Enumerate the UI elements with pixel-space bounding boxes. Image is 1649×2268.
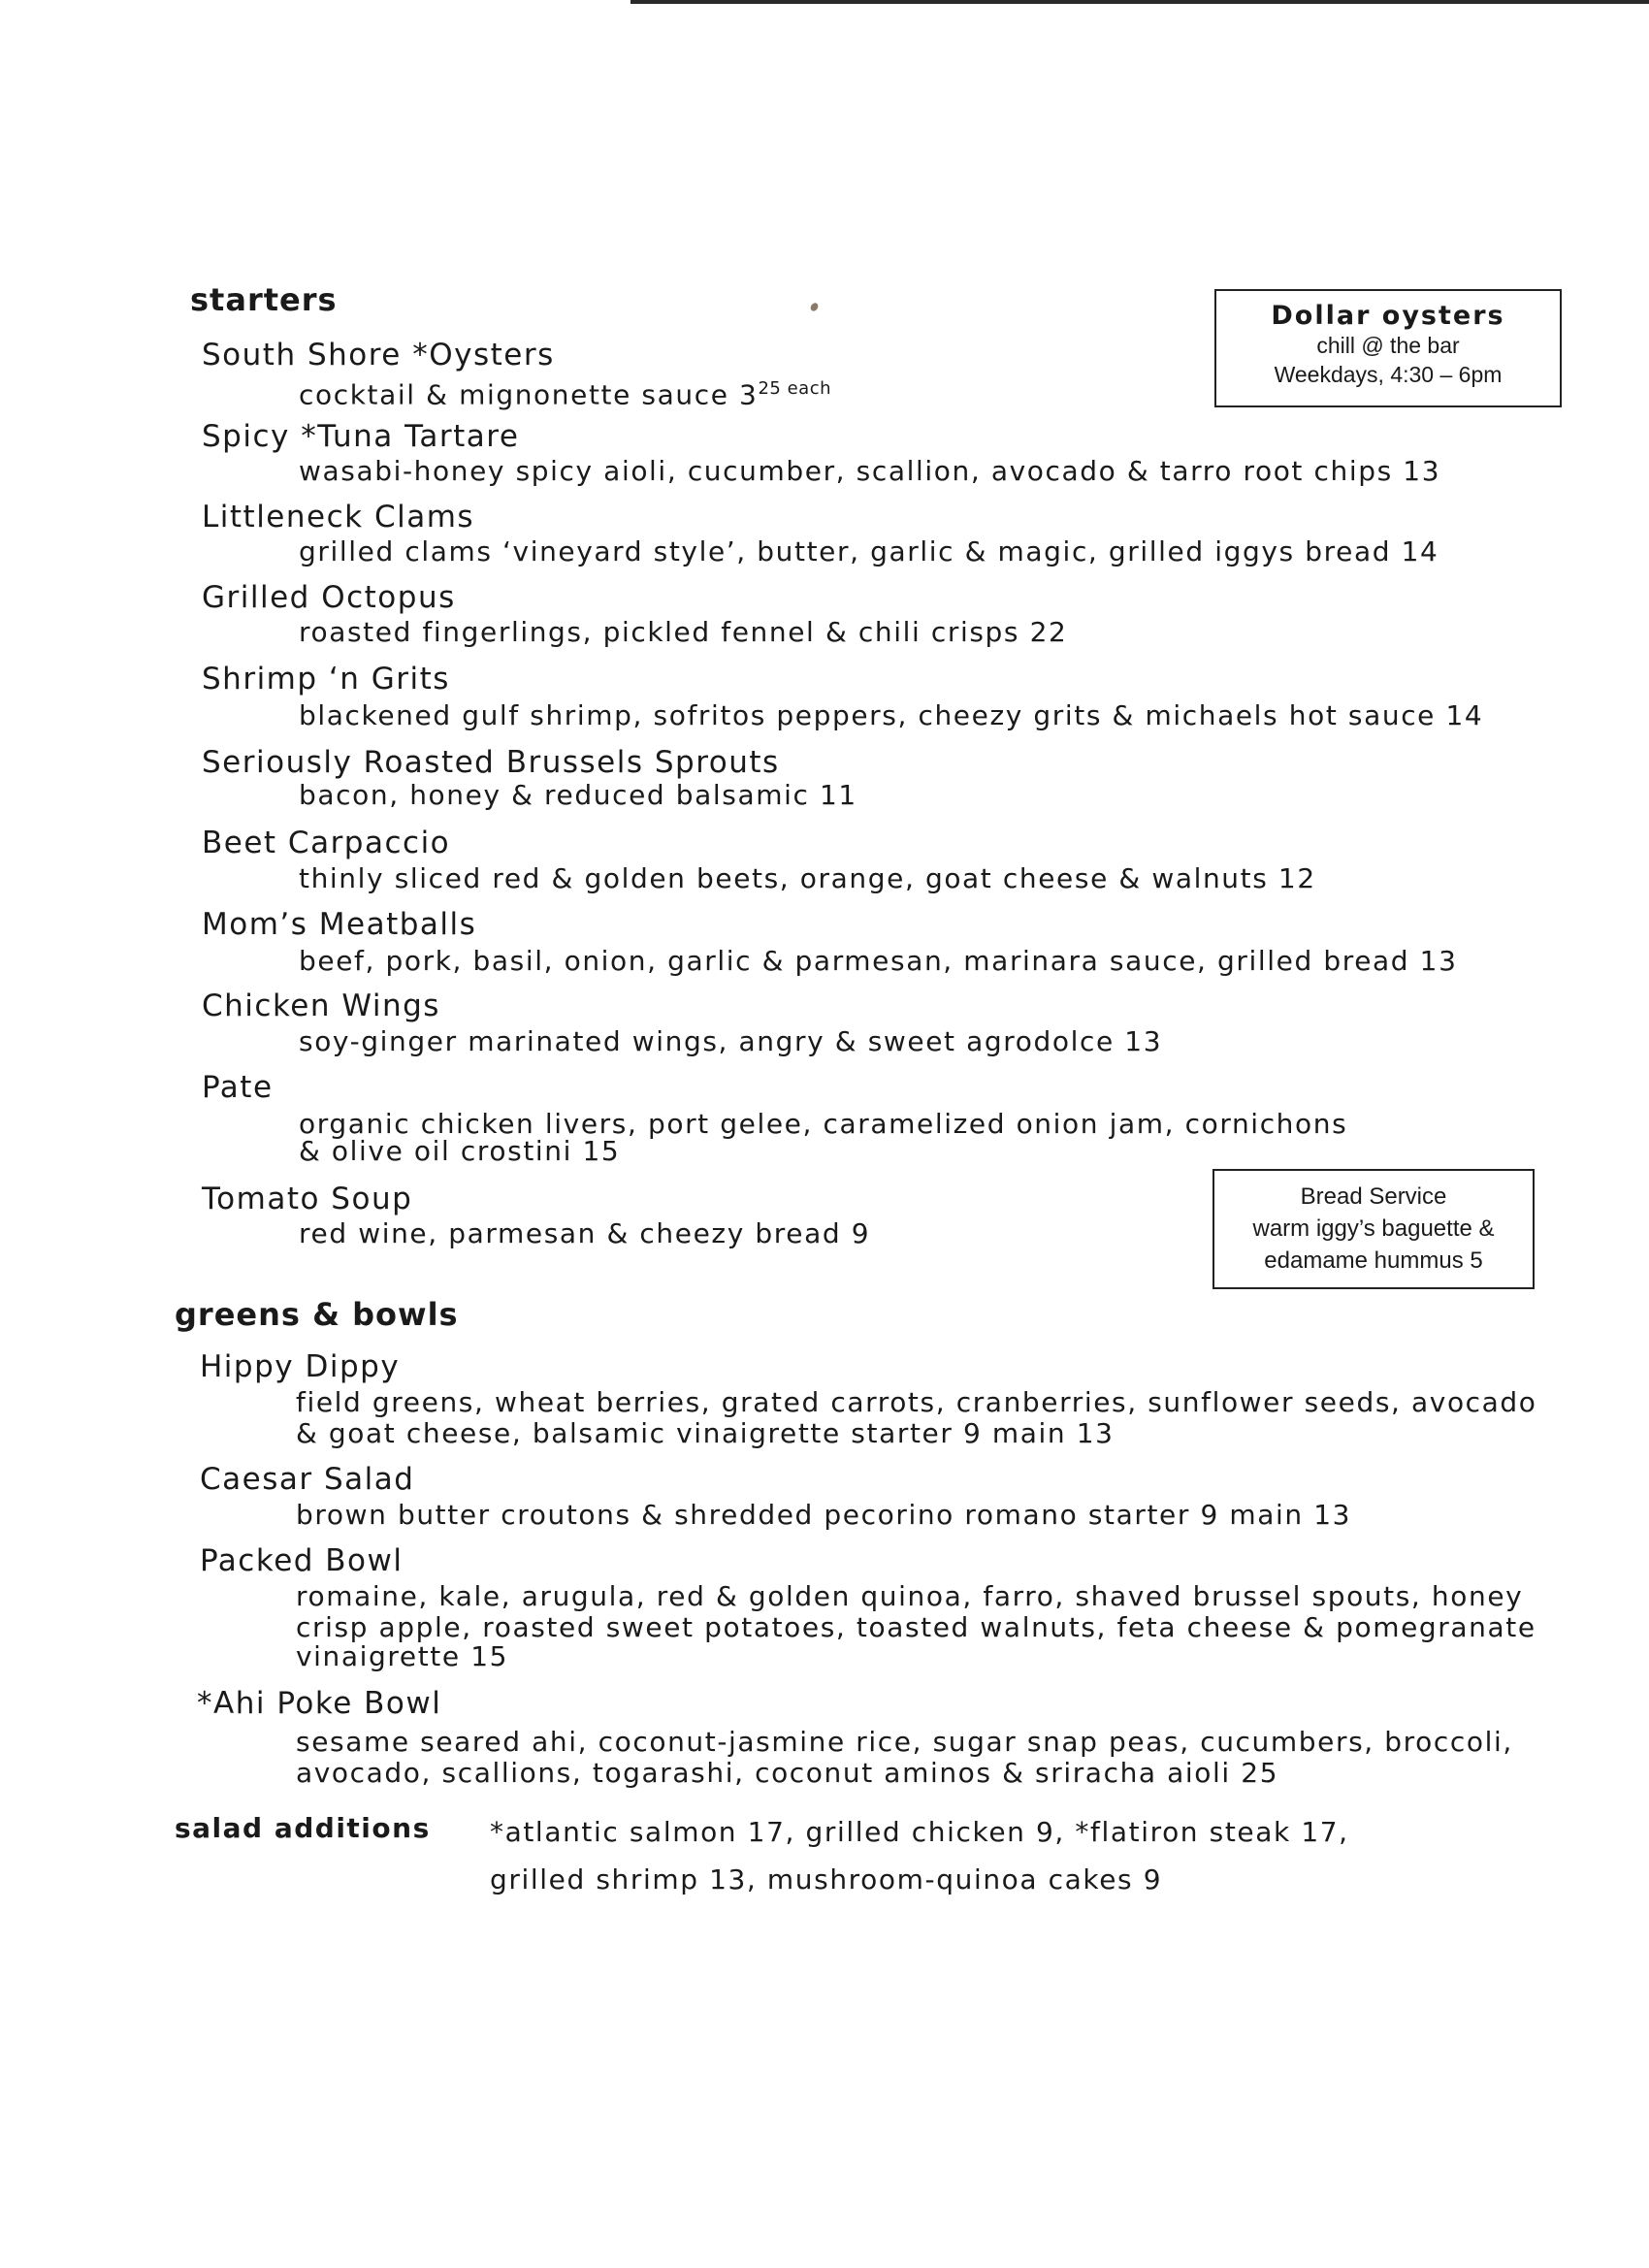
starter-name-wings: Chicken Wings	[202, 988, 440, 1023]
starter-name-meatballs: Mom’s Meatballs	[202, 907, 477, 942]
starter-desc-tuna: wasabi-honey spicy aioli, cucumber, scallion, avocado & tarro root chips 13	[299, 455, 1441, 487]
starter-desc-oysters	[299, 373, 831, 410]
salad-additions-line1: *atlantic salmon 17, grilled chicken 9, *flatiron steak 17,	[490, 1816, 1349, 1848]
greens-desc-hippy-dippy-line2: & goat cheese, balsamic vinaigrette starter 9 main 13	[296, 1417, 1115, 1449]
starter-desc-shrimp: blackened gulf shrimp, sofritos peppers, cheezy grits & michaels hot sauce 14	[299, 699, 1484, 731]
starter-desc-wings: soy-ginger marinated wings, angry & sweet agrodolce 13	[299, 1025, 1163, 1057]
greens-desc-packed-bowl-line1: romaine, kale, arugula, red & golden quinoa, farro, shaved brussel spouts, honey	[296, 1580, 1524, 1612]
ink-speck	[809, 302, 820, 312]
section-greens-heading: greens & bowls	[175, 1296, 459, 1333]
dollar-oysters-box	[1214, 289, 1562, 407]
bread-service-box	[1212, 1169, 1535, 1289]
dollar-oysters-title: Dollar oysters	[1271, 301, 1505, 331]
salad-additions-line2: grilled shrimp 13, mushroom-quinoa cakes 9	[490, 1863, 1163, 1895]
dollar-oysters-line1: chill @ the bar	[1316, 333, 1460, 358]
starter-name-tuna: Spicy *Tuna Tartare	[202, 419, 520, 454]
greens-desc-packed-bowl-line2: crisp apple, roasted sweet potatoes, toasted walnuts, feta cheese & pomegranate	[296, 1611, 1536, 1643]
starter-desc-meatballs: beef, pork, basil, onion, garlic & parmesan, marinara sauce, grilled bread 13	[299, 945, 1458, 977]
starter-desc-octopus: roasted fingerlings, pickled fennel & chili crisps 22	[299, 616, 1068, 648]
starter-name-oysters: South Shore *Oysters	[202, 338, 555, 373]
greens-desc-poke-bowl-line1: sesame seared ahi, coconut-jasmine rice, sugar snap peas, cucumbers, broccoli,	[296, 1726, 1513, 1758]
greens-name-packed-bowl: Packed Bowl	[200, 1543, 404, 1578]
starter-name-octopus: Grilled Octopus	[202, 580, 456, 615]
greens-desc-hippy-dippy-line1: field greens, wheat berries, grated carrots, cranberries, sunflower seeds, avocado	[296, 1386, 1537, 1418]
scan-edge-line	[630, 0, 1649, 4]
starter-desc-tomato-soup: red wine, parmesan & cheezy bread 9	[299, 1217, 871, 1249]
starter-name-brussels: Seriously Roasted Brussels Sprouts	[202, 745, 780, 780]
starter-desc-clams: grilled clams ‘vineyard style’, butter, garlic & magic, grilled iggys bread 14	[299, 535, 1439, 567]
starter-name-tomato-soup: Tomato Soup	[202, 1182, 413, 1216]
starter-desc-brussels: bacon, honey & reduced balsamic 11	[299, 779, 857, 811]
starter-desc-pate-line2: & olive oil crostini 15	[299, 1135, 621, 1167]
greens-name-poke-bowl: *Ahi Poke Bowl	[197, 1686, 442, 1721]
starter-desc-pate-line1: organic chicken livers, port gelee, caramelized onion jam, cornichons	[299, 1108, 1348, 1140]
oyster-price-superscript: 25 each	[758, 378, 832, 399]
section-starters-heading: starters	[190, 281, 338, 318]
greens-name-hippy-dippy: Hippy Dippy	[200, 1349, 401, 1384]
dollar-oysters-line2: Weekdays, 4:30 – 6pm	[1274, 362, 1503, 387]
starter-name-beet: Beet Carpaccio	[202, 826, 451, 860]
starter-name-pate: Pate	[202, 1070, 274, 1105]
starter-name-clams: Littleneck Clams	[202, 500, 475, 535]
starter-desc-beet: thinly sliced red & golden beets, orange, goat cheese & walnuts 12	[299, 862, 1316, 894]
greens-desc-poke-bowl-line2: avocado, scallions, togarashi, coconut aminos & sriracha aioli 25	[296, 1757, 1279, 1789]
greens-name-caesar: Caesar Salad	[200, 1462, 415, 1497]
greens-desc-packed-bowl-line3: vinaigrette 15	[296, 1640, 509, 1672]
bread-service-line1: warm iggy’s baguette &	[1252, 1215, 1495, 1242]
salad-additions-label: salad additions	[175, 1812, 431, 1844]
bread-service-line2: edamame hummus 5	[1264, 1247, 1483, 1274]
bread-service-title: Bread Service	[1300, 1183, 1447, 1210]
starter-desc-oysters-text: cocktail & mignonette sauce 3	[299, 378, 759, 411]
greens-desc-caesar: brown butter croutons & shredded pecorino romano starter 9 main 13	[296, 1499, 1352, 1531]
starter-name-shrimp: Shrimp ‘n Grits	[202, 662, 450, 697]
